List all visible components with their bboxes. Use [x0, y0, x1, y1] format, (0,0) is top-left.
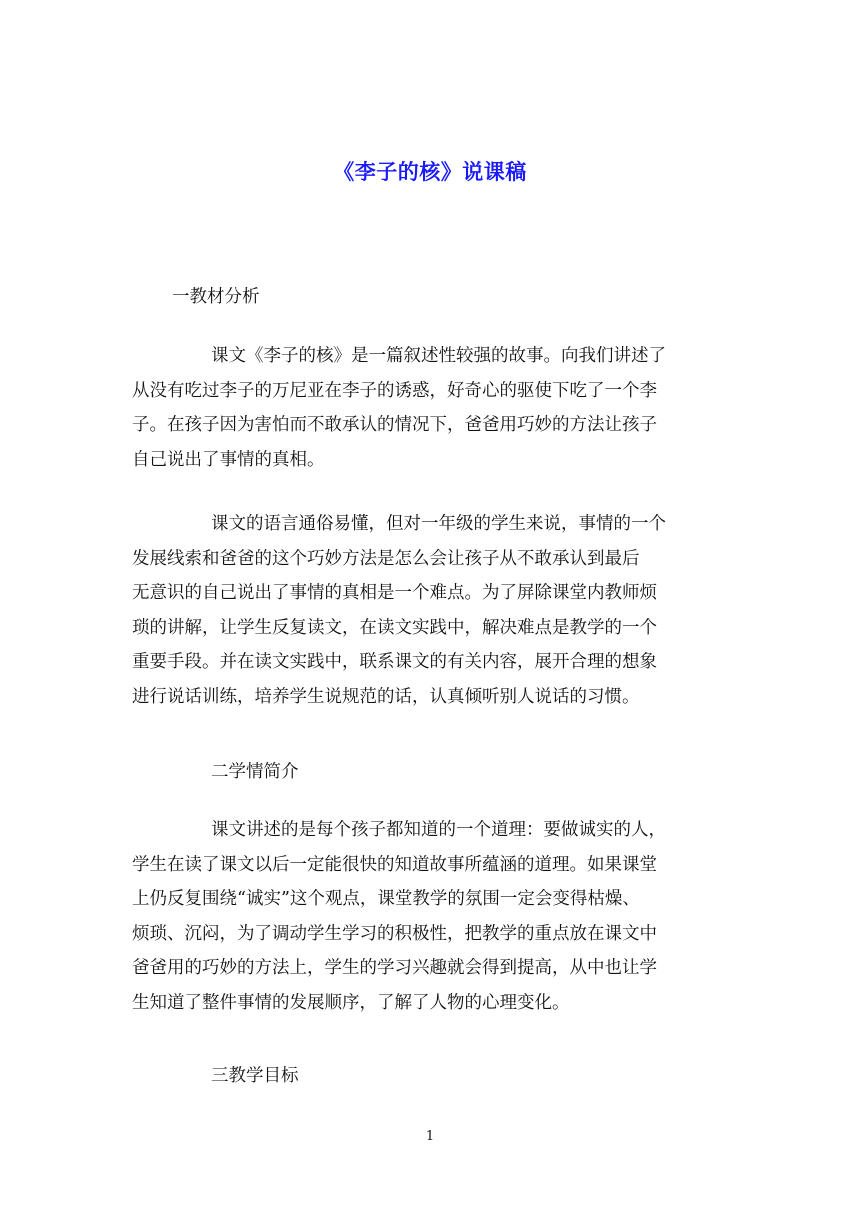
- paragraph-line: 琐的讲解，让学生反复读文，在读文实践中，解决难点是教学的一个: [132, 617, 657, 638]
- paragraph-line: 从没有吃过李子的万尼亚在李子的诱惑，好奇心的驱使下吃了一个李: [132, 380, 657, 401]
- paragraph-line: 课文的语言通俗易懂，但对一年级的学生来说，事情的一个: [211, 514, 666, 534]
- paragraph-line: 子。在孩子因为害怕而不敢承认的情况下，爸爸用巧妙的方法让孩子: [132, 415, 657, 435]
- page-number: 1: [425, 1129, 435, 1144]
- paragraph-line: 发展线索和爸爸的这个巧妙方法是怎么会让孩子从不敢承认到最后: [132, 548, 640, 569]
- paragraph-line: 无意识的自己说出了事情的真相是一个难点。为了屏除课堂内教师烦: [132, 583, 657, 603]
- section-heading-teaching-material-analysis: 一教材分析: [172, 287, 260, 307]
- paragraph-line: 自己说出了事情的真相。: [132, 449, 325, 470]
- paragraph-line: 爸爸用的巧妙的方法上，学生的学习兴趣就会得到提高，从中也让学: [132, 958, 657, 978]
- paragraph-line: 生知道了整件事情的发展顺序，了解了人物的心理变化。: [132, 992, 570, 1013]
- paragraph: [132, 813, 732, 1020]
- paragraph: [132, 507, 732, 714]
- section-heading-teaching-objectives: 三教学目标: [211, 1066, 299, 1086]
- paragraph-line: 烦琐、沉闷，为了调动学生学习的积极性，把教学的重点放在课文中: [132, 923, 657, 944]
- paragraph-line: 课文《李子的核》是一篇叙述性较强的故事。向我们讲述了: [211, 346, 666, 366]
- paragraph-line: 上仍反复围绕“诚实”这个观点，课堂教学的氛围一定会变得枯燥、: [132, 889, 640, 909]
- paragraph-line: 进行说话训练，培养学生说规范的话，认真倾听别人说话的习惯。: [132, 686, 640, 707]
- paragraph-line: 重要手段。并在读文实践中，联系课文的有关内容，展开合理的想象: [132, 652, 657, 672]
- paragraph-line: 课文讲述的是每个孩子都知道的一个道理：要做诚实的人，: [211, 820, 666, 840]
- document-title: 《李子的核》说课稿: [333, 159, 527, 184]
- paragraph-line: 学生在读了课文以后一定能很快的知道故事所蕴涵的道理。如果课堂: [132, 854, 657, 875]
- section-heading-learning-situation: 二学情简介: [211, 762, 299, 782]
- paragraph: [132, 339, 732, 477]
